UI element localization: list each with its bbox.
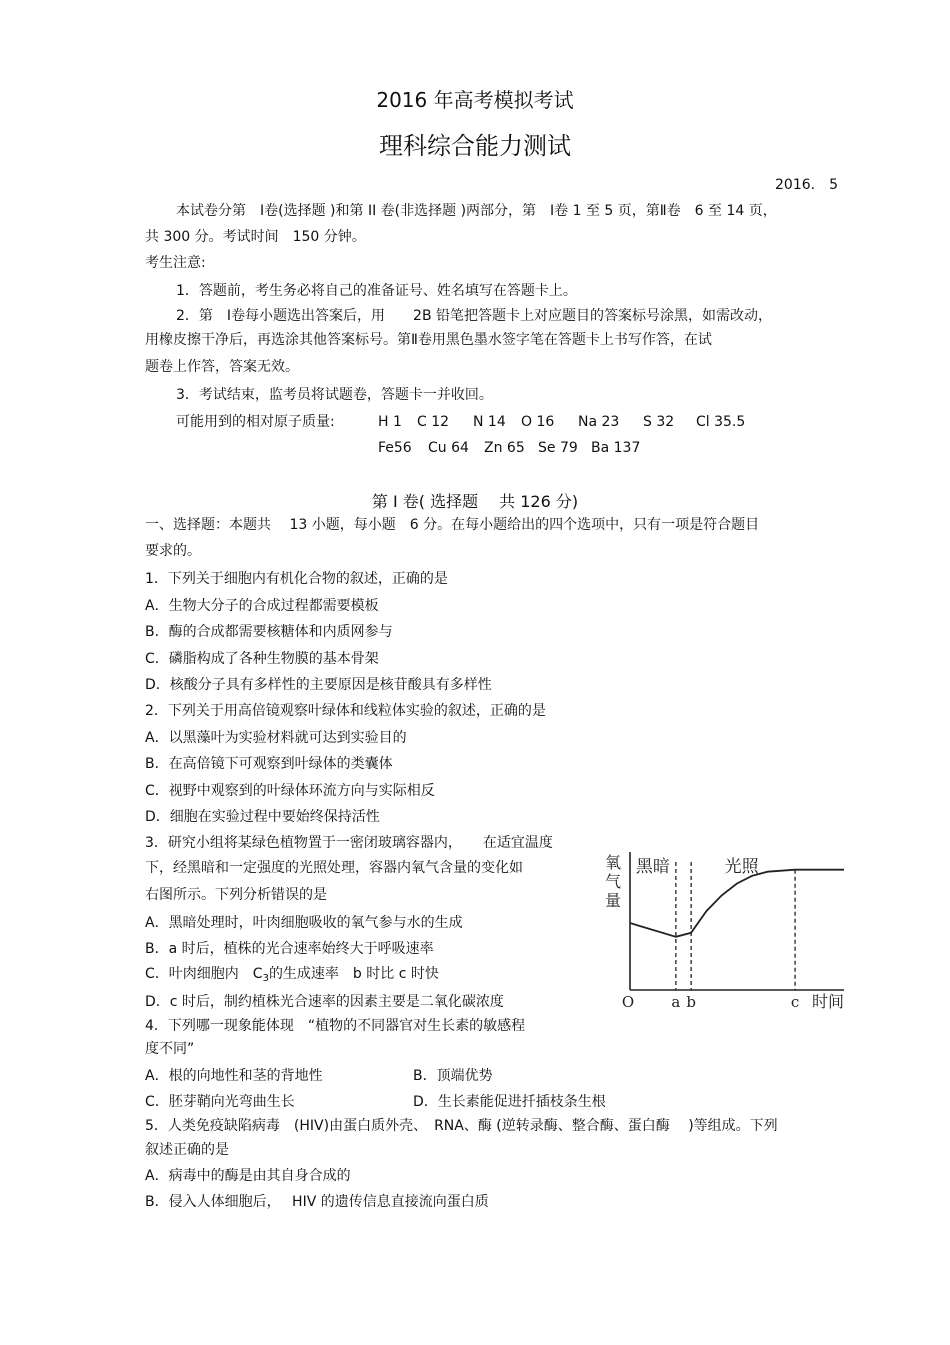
- q1-option-c: C．磷脂构成了各种生物膜的基本骨架: [145, 651, 379, 667]
- notice-1: 1．答题前，考生务必将自己的准备证号、姓名填写在答题卡上。: [176, 283, 577, 299]
- q5-option-a: A．病毒中的酶是由其自身合成的: [145, 1168, 351, 1184]
- q4-stem-line-1: 4．下列哪一现象能体现 “植物的不同器官对生长素的敏感程: [145, 1018, 526, 1034]
- q3-stem-line-2: 下，经黑暗和一定强度的光照处理，容器内氧气含量的变化如: [145, 860, 523, 876]
- q4-option-c: C．胚芽鞘向光弯曲生长: [145, 1094, 295, 1110]
- q3-option-a: A．黑暗处理时，叶肉细胞吸收的氧气参与水的生成: [145, 915, 463, 931]
- notice-3: 3．考试结束，监考员将试题卷，答题卡一并收回。: [176, 387, 493, 403]
- q1-option-b: B．酶的合成都需要核糖体和内质网参与: [145, 624, 393, 640]
- marker-label-b: b: [686, 993, 696, 1011]
- q4-option-b: B．顶端优势: [413, 1068, 493, 1084]
- q2-option-d: D．细胞在实验过程中要始终保持活性: [145, 809, 380, 825]
- part1-title: 第 Ⅰ 卷( 选择题 共 126 分): [371, 492, 579, 511]
- q3-option-d: D．c 时后，制约植株光合速率的因素主要是二氧化碳浓度: [145, 994, 504, 1010]
- q3-stem-line-3: 右图所示。下列分析错误的是: [145, 887, 327, 903]
- exam-subtitle: 理科综合能力测试: [379, 132, 571, 160]
- oxygen-chart: [596, 848, 852, 1012]
- origin-label: O: [621, 993, 635, 1011]
- mass-h: H 1: [378, 414, 402, 430]
- marker-label-a: a: [671, 993, 681, 1011]
- q3-stem-line-1: 3．研究小组将某绿色植物置于一密闭玻璃容器内， 在适宜温度: [145, 835, 553, 851]
- exam-title: 2016 年高考模拟考试: [376, 88, 574, 112]
- mass-cl: Cl 35.5: [696, 414, 746, 430]
- x-axis-label: 时间: [811, 992, 845, 1011]
- region-label-dark: 黑暗: [635, 857, 670, 877]
- notice-2-line-3: 题卷上作答，答案无效。: [145, 359, 299, 375]
- q3-option-c-pre: C．叶肉细胞内 C: [145, 966, 263, 982]
- mass-n: N 14: [473, 414, 506, 430]
- oxygen-series-line: [630, 870, 844, 937]
- part1-desc-line-2: 要求的。: [145, 543, 201, 559]
- q3-option-c-subscript: 3: [262, 973, 269, 984]
- q1-option-d: D．核酸分子具有多样性的主要原因是核苷酸具有多样性: [145, 677, 492, 693]
- y-axis-label-char: 量: [604, 891, 622, 910]
- q4-option-a: A．根的向地性和茎的背地性: [145, 1068, 323, 1084]
- mass-se: Se 79: [538, 440, 578, 456]
- mass-na: Na 23: [578, 414, 620, 430]
- y-axis-label-char: 气: [604, 872, 622, 891]
- q4-option-d: D．生长素能促进扦插枝条生根: [413, 1094, 606, 1110]
- mass-fe: Fe56: [378, 440, 412, 456]
- q5-option-b: B．侵入人体细胞后， HIV 的遗传信息直接流向蛋白质: [145, 1194, 489, 1210]
- mass-c: C 12: [417, 414, 450, 430]
- notice-2-line-2: 用橡皮擦干净后，再选涂其他答案标号。第Ⅱ卷用黑色墨水签字笔在答题卡上书写作答，在试: [145, 332, 712, 348]
- region-label-light: 光照: [724, 857, 759, 877]
- q2-option-c: C．视野中观察到的叶绿体环流方向与实际相反: [145, 783, 435, 799]
- q3-option-c: [145, 965, 439, 988]
- q5-stem-line-2: 叙述正确的是: [145, 1142, 229, 1158]
- q1-option-a: A．生物大分子的合成过程都需要模板: [145, 598, 379, 614]
- mass-ba: Ba 137: [591, 440, 641, 456]
- intro-line-1: 本试卷分第 Ⅰ卷(选择题 )和第 II 卷(非选择题 )两部分，第 Ⅰ卷 1 至 5 页，第Ⅱ卷 6 至 14 页，: [176, 203, 777, 219]
- part1-desc-line-1: 一、选择题：本题共 13 小题，每小题 6 分。在每小题给出的四个选项中，只有一项是符合题目: [145, 517, 760, 533]
- mass-zn: Zn 65: [484, 440, 525, 456]
- mass-o: O 16: [521, 414, 555, 430]
- q2-option-b: B．在高倍镜下可观察到叶绿体的类囊体: [145, 756, 393, 772]
- q3-option-b: B．a 时后，植株的光合速率始终大于呼吸速率: [145, 941, 434, 957]
- q3-option-c-post: 的生成速率 b 时比 c 时快: [268, 966, 439, 982]
- y-axis-label-char: 氧: [604, 853, 622, 872]
- notice-label: 考生注意:: [145, 255, 206, 271]
- q4-stem-line-2: 度不同”: [145, 1041, 195, 1057]
- mass-cu: Cu 64: [428, 440, 469, 456]
- q2-option-a: A．以黑藻叶为实验材料就可达到实验目的: [145, 730, 407, 746]
- q5-stem-line-1: 5．人类免疫缺陷病毒 (HIV)由蛋白质外壳、 RNA、酶 (逆转录酶、整合酶、蛋白酶 )等组成。下列: [145, 1118, 778, 1134]
- notice-2-line-1: 2．第 Ⅰ卷每小题选出答案后，用 2B 铅笔把答题卡上对应题目的答案标号涂黑，如需改动，: [176, 308, 772, 324]
- atomic-mass-label: 可能用到的相对原子质量:: [176, 414, 335, 430]
- q1-stem: 1．下列关于细胞内有机化合物的叙述，正确的是: [145, 571, 448, 587]
- q2-stem: 2．下列关于用高倍镜观察叶绿体和线粒体实验的叙述，正确的是: [145, 703, 546, 719]
- intro-line-2: 共 300 分。考试时间 150 分钟。: [145, 229, 366, 245]
- mass-s: S 32: [643, 414, 675, 430]
- marker-label-c: c: [790, 993, 800, 1011]
- exam-date: 2016． 5: [775, 177, 838, 193]
